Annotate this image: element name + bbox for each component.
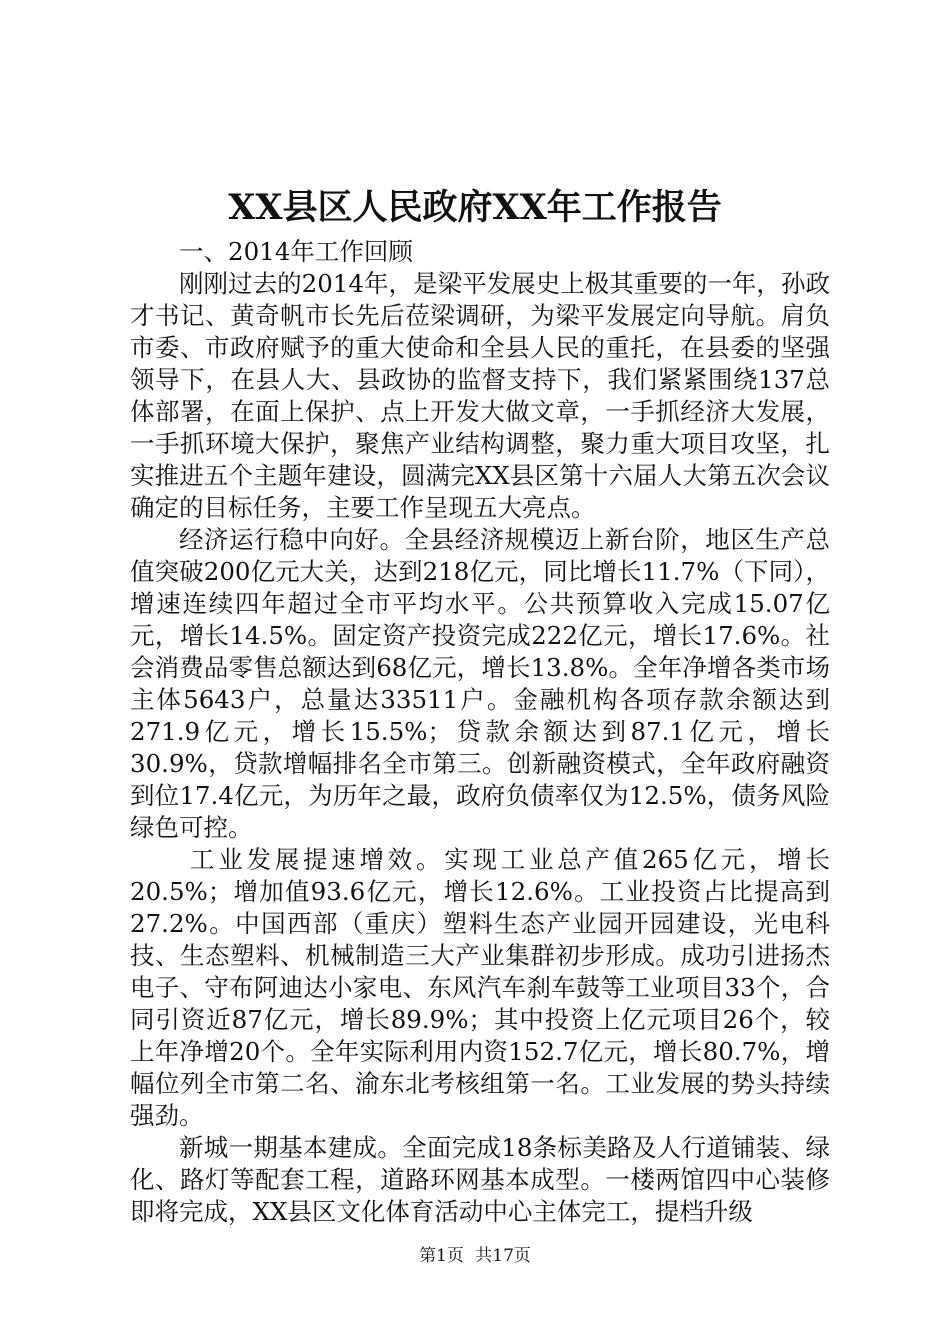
document-title: XX县区人民政府XX年工作报告 <box>228 187 722 228</box>
paragraph-new-city: 新城一期基本建成。全面完成18条标美路及人行道铺装、绿化、路灯等配套工程，道路环网基本成型。一楼两馆四中心装修即将完成，XX县区文化体育活动中心主体完工，提档升级 <box>130 1133 830 1226</box>
section-heading: 一、2014年工作回顾 <box>179 237 413 266</box>
page-footer <box>0 1244 950 1268</box>
page-number: 第1页 <box>419 1246 464 1266</box>
paragraph-overview: 刚刚过去的2014年，是梁平发展史上极其重要的一年，孙政才书记、黄奇帆市长先后莅梁调研，为梁平发展定向导航。肩负市委、市政府赋予的重大使命和全县人民的重托，在县委的坚强领导下，在县人大、县政协的监督支持下，我们紧紧围绕137总体部署，在面上保护、点上开发大做文章，一手抓经济大发展，一手抓环境大保护，聚焦产业结构调整，聚力重大项目攻坚，扎实推进五个主题年建设，圆满完XX县区第十六届人大第五次会议确定的目标任务，主要工作呈现五大亮点。 <box>130 269 830 522</box>
paragraph-economy: 经济运行稳中向好。全县经济规模迈上新台阶，地区生产总值突破200亿元大关，达到218亿元，同比增长11.7%（下同），增速连续四年超过全市平均水平。公共预算收入完成15.07亿元，增长14.5%。固定资产投资完成222亿元，增长17.6%。社会消费品零售总额达到68亿元，增长13.8%。全年净增各类市场主体5643户，总量达33511户。金融机构各项存款余额达到271.9亿元，增长15.5%；贷款余额达到87.1亿元，增长30.9%，贷款增幅排名全市第三。创新融资模式，全年政府融资到位17.4亿元，为历年之最，政府负债率仅为12.5%，债务风险绿色可控。 <box>130 525 830 842</box>
document-body <box>130 236 830 1228</box>
paragraph-industry: 工业发展提速增效。实现工业总产值265亿元，增长20.5%；增加值93.6亿元，增长12.6%。工业投资占比提高到27.2%。中国西部（重庆）塑料生态产业园开园建设，光电科技、生态塑料、机械制造三大产业集群初步形成。成功引进扬杰电子、守布阿迪达小家电、东风汽车刹车鼓等工业项目33个，合同引资近87亿元，增长89.9%；其中投资上亿元项目26个，较上年净增20个。全年实际利用内资152.7亿元，增长80.7%，增幅位列全市第二名、渝东北考核组第一名。工业发展的势头持续强劲。 <box>130 845 830 1130</box>
page-total: 共17页 <box>475 1246 531 1266</box>
